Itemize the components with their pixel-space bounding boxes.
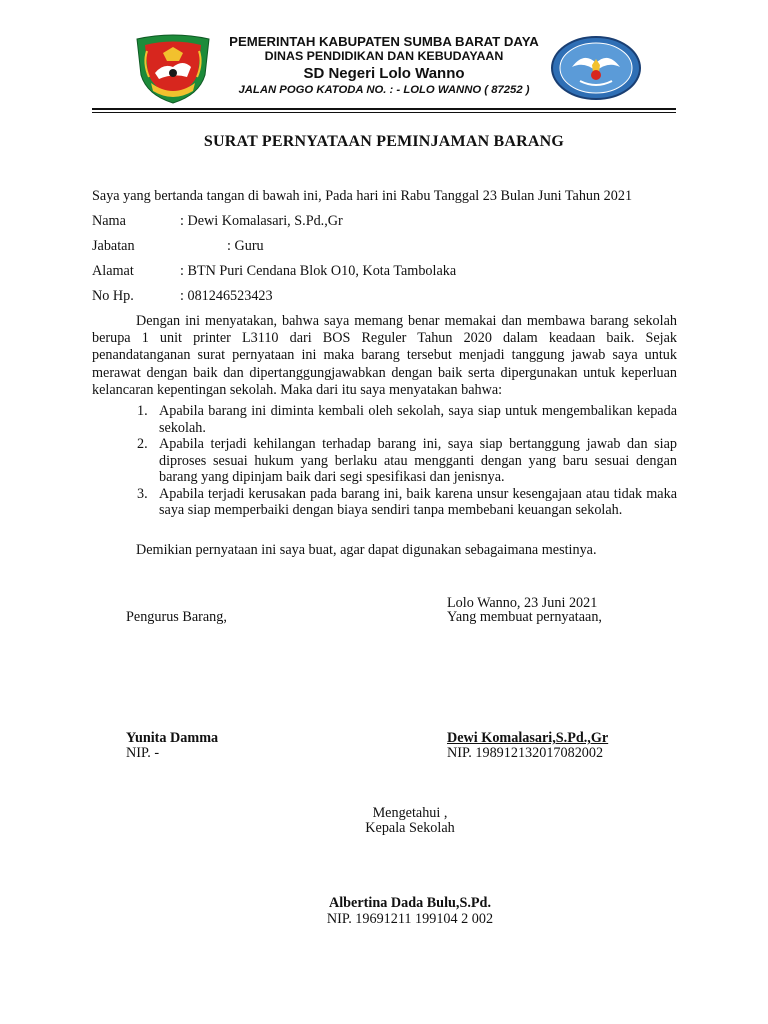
field-alamat xyxy=(92,263,456,280)
list-number: 1. xyxy=(137,403,148,419)
field-jabatan xyxy=(92,238,264,255)
field-name xyxy=(92,213,343,230)
field-value: : 081246523423 xyxy=(180,288,273,304)
field-label: Jabatan xyxy=(92,238,135,254)
acknowledged-label: Mengetahui , xyxy=(372,805,448,821)
left-signatory-nip: NIP. - xyxy=(126,745,160,761)
school-name: SD Negeri Lolo Wanno xyxy=(303,65,465,82)
field-label: No Hp. xyxy=(92,288,134,304)
left-signatory-role: Pengurus Barang, xyxy=(126,609,227,625)
document-title: SURAT PERNYATAAN PEMINJAMAN BARANG xyxy=(203,133,565,150)
field-value: : Dewi Komalasari, S.Pd.,Gr xyxy=(180,213,343,229)
government-line: PEMERINTAH KABUPATEN SUMBA BARAT DAYA xyxy=(229,34,539,49)
list-text: Apabila terjadi kehilangan terhadap barang ini, saya siap bertanggung jawab dan siap diproses sesuai hukum yang berlaku atau mengganti dengan yang baru sesuai dengan barang yang dipinjam baik dari segi spesifikasi dan jenisnya. xyxy=(159,436,677,485)
statement-list xyxy=(137,403,677,519)
letterhead-rule-thin xyxy=(92,112,676,113)
field-nohp xyxy=(92,288,273,305)
list-text: Apabila barang ini diminta kembali oleh sekolah, saya siap untuk mengembalikan kepada sekolah. xyxy=(159,403,677,436)
left-signatory-name: Yunita Damma xyxy=(126,730,219,746)
list-item xyxy=(137,436,677,486)
field-value: : Guru xyxy=(227,238,264,254)
list-item xyxy=(137,403,677,436)
field-value: : BTN Puri Cendana Blok O10, Kota Tambolaka xyxy=(180,263,457,279)
list-number: 2. xyxy=(137,436,148,452)
intro-line: Saya yang bertanda tangan di bawah ini, Pada hari ini Rabu Tanggal 23 Bulan Juni Tahun 2021 xyxy=(92,188,633,204)
list-item xyxy=(137,486,677,519)
school-address: JALAN POGO KATODA NO. : - LOLO WANNO ( 87252 ) xyxy=(238,84,530,96)
principal-name: Albertina Dada Bulu,S.Pd. xyxy=(328,895,491,911)
place-date: Lolo Wanno, 23 Juni 2021 xyxy=(447,595,598,611)
letterhead-rule xyxy=(92,108,676,110)
closing-sentence: Demikian pernyataan ini saya buat, agar dapat digunakan sebagaimana mestinya. xyxy=(136,542,597,558)
right-signatory-role: Yang membuat pernyataan, xyxy=(447,609,602,625)
field-label: Nama xyxy=(92,213,126,229)
right-signatory-nip: NIP. 198912132017082002 xyxy=(447,745,604,761)
field-label: Alamat xyxy=(92,263,134,279)
letterhead xyxy=(200,34,568,98)
department-line: DINAS PENDIDIKAN DAN KEBUDAYAAN xyxy=(264,49,504,63)
tut-wuri-handayani-logo xyxy=(550,35,642,101)
statement-paragraph xyxy=(92,313,677,399)
principal-nip: NIP. 19691211 199104 2 002 xyxy=(326,911,494,927)
list-number: 3. xyxy=(137,485,148,502)
list-text: Apabila terjadi kerusakan pada barang ini, baik karena unsur kesengajaan atau tidak maka saya siap memperbaiki dengan biaya sendiri tanpa membebani keuangan sekolah. xyxy=(159,485,677,518)
statement-text: Dengan ini menyatakan, bahwa saya memang benar memakai dan membawa barang sekolah berupa 1 unit printer L3110 dari BOS Reguler Tahun 2020 dalam keadaan baik. Sejak penandatanganan surat pernyataan ini maka barang tersebut menjadi tanggung jawab saya untuk merawat dengan baik dan dipertanggungjawabkan dengan baik serta dipergunakan untuk keperluan kelancaran kepentingan sekolah. Maka dari itu saya menyatakan bahwa: xyxy=(92,313,677,398)
right-signatory-name: Dewi Komalasari,S.Pd.,Gr xyxy=(447,730,609,746)
principal-title: Kepala Sekolah xyxy=(365,820,455,836)
